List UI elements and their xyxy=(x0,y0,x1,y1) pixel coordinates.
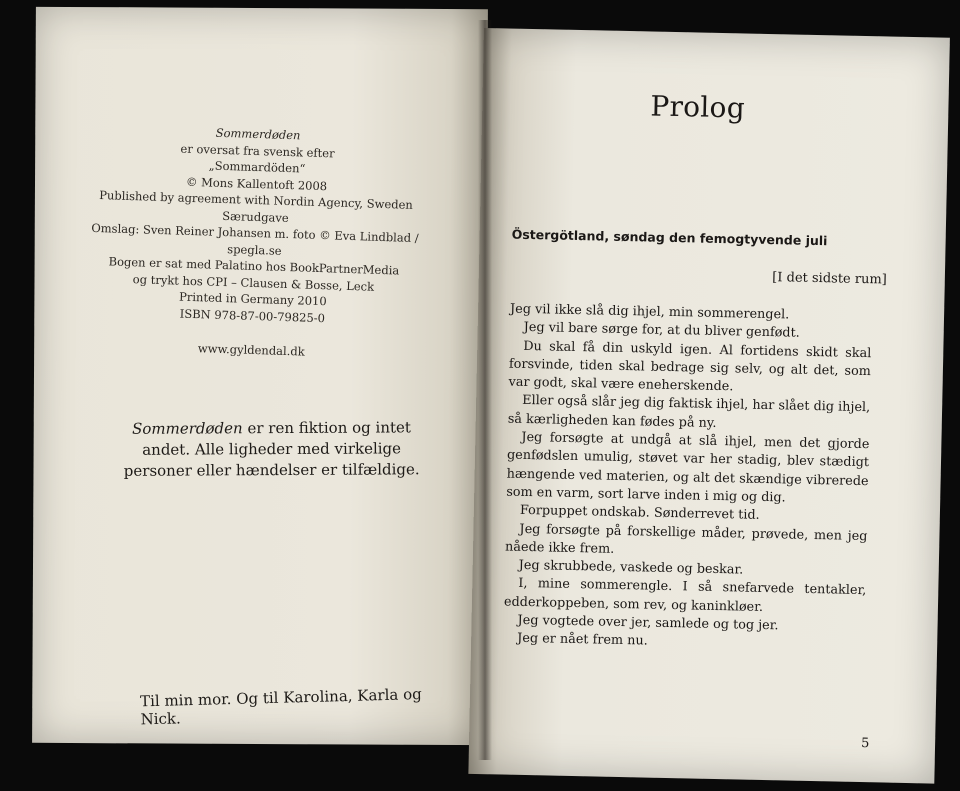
prolog-paragraph: Du skal få din uskyld igen. Al fortidens skidt skal forsvinde, tiden skal bedrage sig selv, og alt det, som var godt, skal være eneherskende. xyxy=(508,338,872,395)
colophon-line: Printed in Germany 2010 xyxy=(178,289,327,309)
publisher-website: www.gyldendal.dk xyxy=(197,341,305,359)
prolog-paragraph: I, mine sommerengle. I så snefarvede tentakler, edderkoppeben, som rev, og kaninkløer. xyxy=(503,576,867,615)
right-page xyxy=(468,28,950,784)
disclaimer-book-title: Sommerdøden xyxy=(132,419,243,438)
prolog-paragraph: Eller også slår jeg dig faktisk ihjel, har slået dig ihjel, så kærligheden kan fødes på ny. xyxy=(507,393,871,431)
prolog-paragraph: Jeg vogtede over jer, samlede og tog jer. xyxy=(517,612,779,634)
colophon-line: er oversat fra svensk efter xyxy=(180,141,335,160)
colophon-line: Published by agreement with Nordin Agency, Sweden xyxy=(99,188,414,212)
colophon-line: Sommerdøden xyxy=(215,125,301,143)
prolog-paragraph: Jeg skrubbede, vaskede og beskar. xyxy=(518,558,744,578)
prolog-paragraph: Jeg vil ikke slå dig ihjel, min sommerengel. xyxy=(509,301,790,323)
colophon-line: Bogen er sat med Palatino hos BookPartnerMedia xyxy=(108,254,400,278)
prolog-paragraph: Jeg forsøgte at undgå at slå ihjel, men det gjorde genfødslen umulig, støvet var her stadig, blev stædigt hængende ved materien, og alt det skændige vibrerede som en varm, sort larve inden i mig og dig. xyxy=(506,429,870,506)
section-heading: Östergötland, søndag den femogtyvende juli xyxy=(511,226,828,249)
colophon-line: ISBN 978-87-00-79825-0 xyxy=(179,306,326,325)
page-number: 5 xyxy=(860,736,870,752)
colophon-line: © Mons Kallentoft 2008 xyxy=(185,174,328,193)
colophon xyxy=(71,120,438,364)
prolog-paragraph: Jeg er nået frem nu. xyxy=(517,631,648,649)
disclaimer-text: er ren fiktion og intet andet. Alle ligheder med virkelige personer eller hændelser er tilfældige. xyxy=(123,418,420,480)
colophon-line: og trykt hos CPI – Clausen & Bosse, Leck xyxy=(132,271,375,294)
colophon-line: Særudgave xyxy=(222,208,289,225)
prolog-paragraph: Jeg forsøgte på forskellige måder, prøvede, men jeg nåede ikke frem. xyxy=(504,521,868,557)
dedication: Til min mor. Og til Karolina, Karla og Nick. xyxy=(139,685,422,729)
chapter-title: Prolog xyxy=(650,89,746,125)
prolog-paragraph: Jeg vil bare sørge for, at du bliver genfødt. xyxy=(523,320,800,341)
fiction-disclaimer xyxy=(111,417,431,482)
left-page xyxy=(32,7,488,745)
prolog-body-text xyxy=(503,301,872,656)
scene-marker: [I det sidste rum] xyxy=(772,270,887,288)
book-gutter xyxy=(478,20,492,760)
colophon-line: „Sommardöden“ xyxy=(208,158,306,176)
prolog-paragraph: Forpuppet ondskab. Sønderrevet tid. xyxy=(519,503,760,524)
colophon-lines xyxy=(72,120,438,329)
colophon-line: Omslag: Sven Reiner Johansen m. foto © Eva Lindblad / spegla.se xyxy=(91,220,419,258)
